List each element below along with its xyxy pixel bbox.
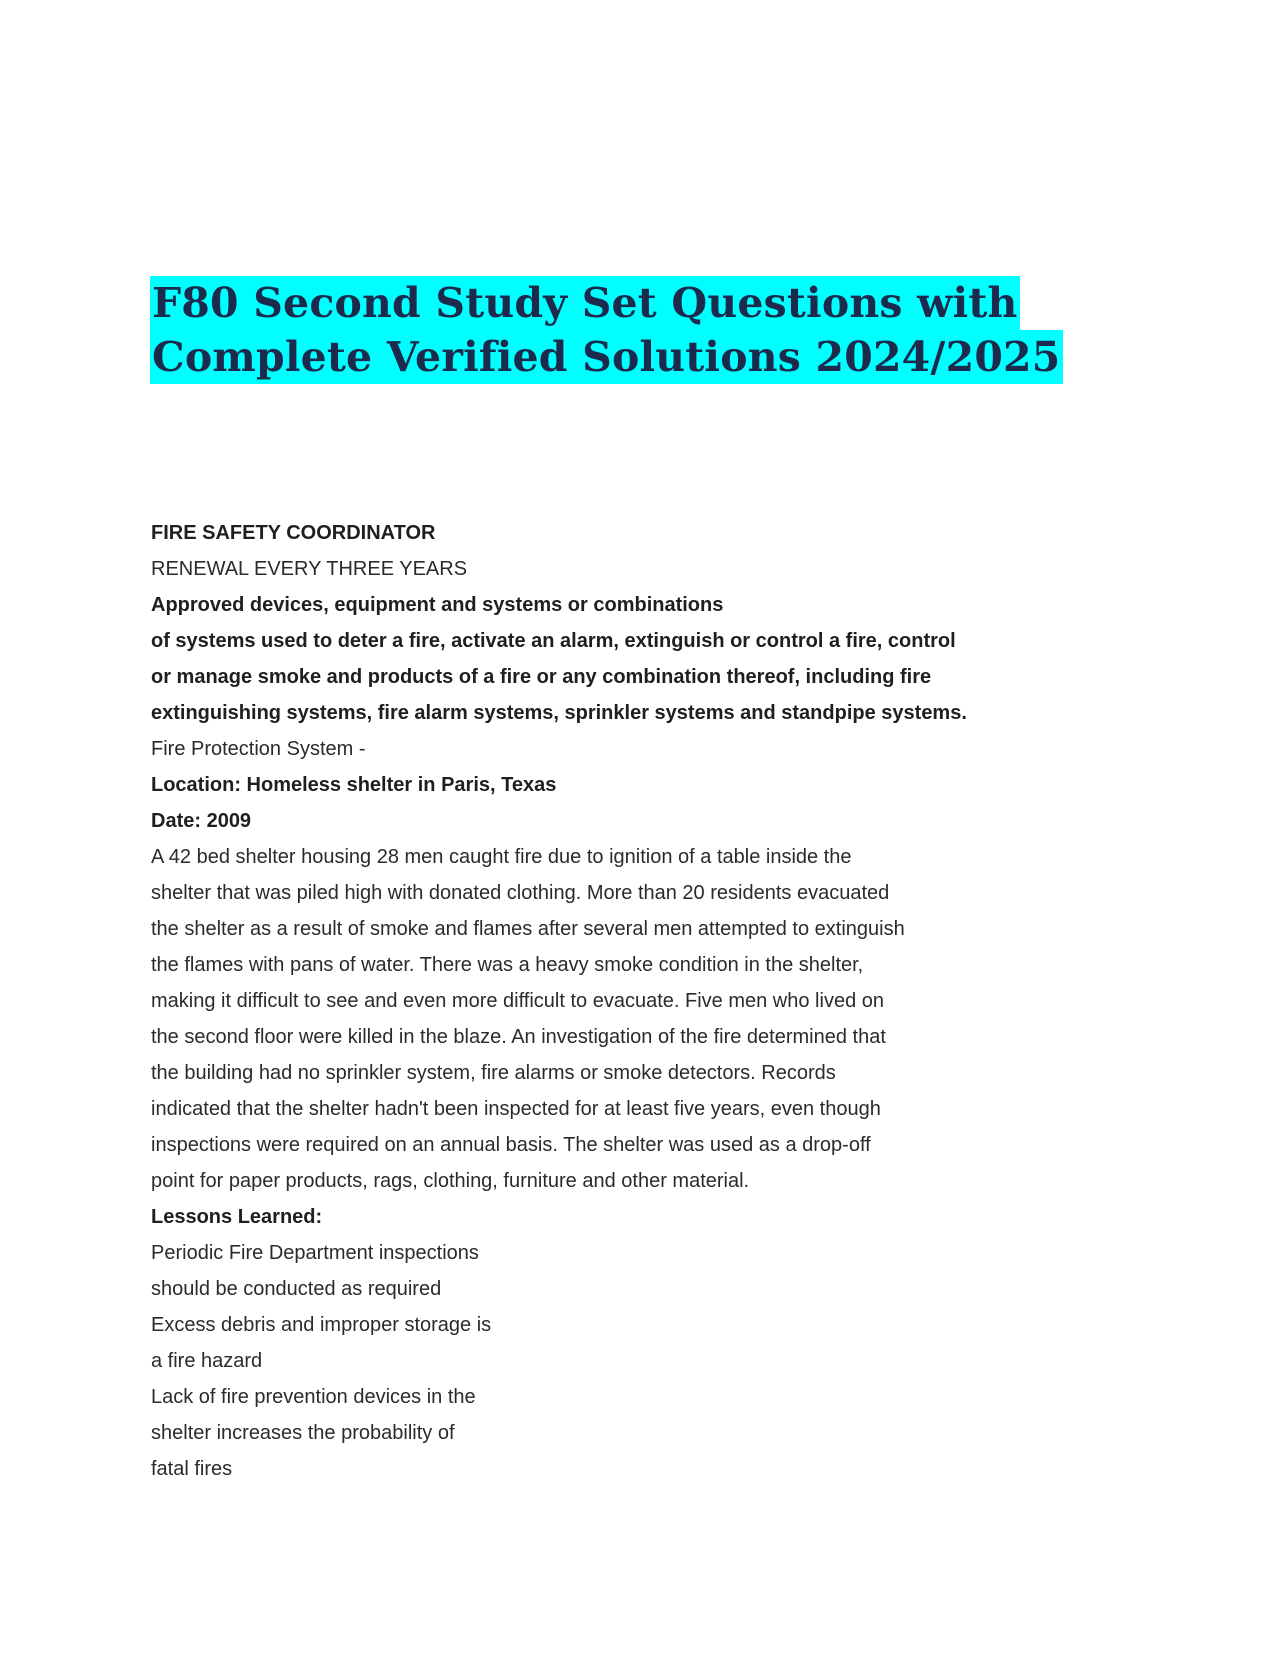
- title-line-1: F80 Second Study Set Questions with: [150, 276, 1020, 330]
- lesson-line: shelter increases the probability of: [151, 1422, 455, 1444]
- narrative-line: indicated that the shelter hadn't been inspected for at least five years, even though: [151, 1098, 881, 1120]
- lessons-heading: Lessons Learned:: [151, 1206, 323, 1228]
- definition-line: extinguishing systems, fire alarm systems, sprinkler systems and standpipe systems.: [151, 702, 967, 724]
- definition-line: or manage smoke and products of a fire or any combination thereof, including fire: [151, 666, 932, 688]
- lesson-line: Lack of fire prevention devices in the: [151, 1386, 476, 1408]
- location-text: Location: Homeless shelter in Paris, Texas: [151, 774, 557, 796]
- narrative-line: point for paper products, rags, clothing, furniture and other material.: [151, 1170, 750, 1192]
- date-text: Date: 2009: [151, 810, 252, 832]
- narrative-line: A 42 bed shelter housing 28 men caught fire due to ignition of a table inside the: [151, 846, 852, 868]
- narrative-line: the shelter as a result of smoke and flames after several men attempted to extinguish: [151, 918, 905, 940]
- document-body: [151, 515, 1151, 1487]
- narrative-line: the second floor were killed in the blaze. An investigation of the fire determined that: [151, 1026, 886, 1048]
- narrative-line: shelter that was piled high with donated clothing. More than 20 residents evacuated: [151, 882, 890, 904]
- narrative-line: making it difficult to see and even more difficult to evacuate. Five men who lived on: [151, 990, 884, 1012]
- lesson-line: Excess debris and improper storage is: [151, 1314, 492, 1336]
- renewal-text: RENEWAL EVERY THREE YEARS: [151, 558, 468, 580]
- term-text: Fire Protection System -: [151, 738, 366, 760]
- definition-line: of systems used to deter a fire, activate an alarm, extinguish or control a fire, control: [151, 630, 956, 652]
- section-heading: FIRE SAFETY COORDINATOR: [151, 522, 436, 544]
- lesson-line: fatal fires: [151, 1458, 233, 1480]
- lesson-line: should be conducted as required: [151, 1278, 442, 1300]
- document-title: [150, 276, 1063, 384]
- narrative-line: the flames with pans of water. There was a heavy smoke condition in the shelter,: [151, 954, 864, 976]
- lesson-line: Periodic Fire Department inspections: [151, 1242, 479, 1264]
- narrative-line: the building had no sprinkler system, fire alarms or smoke detectors. Records: [151, 1062, 836, 1084]
- title-line-2: Complete Verified Solutions 2024/2025: [150, 330, 1063, 384]
- definition-line: Approved devices, equipment and systems or combinations: [151, 594, 724, 616]
- lesson-line: a fire hazard: [151, 1350, 263, 1372]
- narrative-line: inspections were required on an annual basis. The shelter was used as a drop-off: [151, 1134, 871, 1156]
